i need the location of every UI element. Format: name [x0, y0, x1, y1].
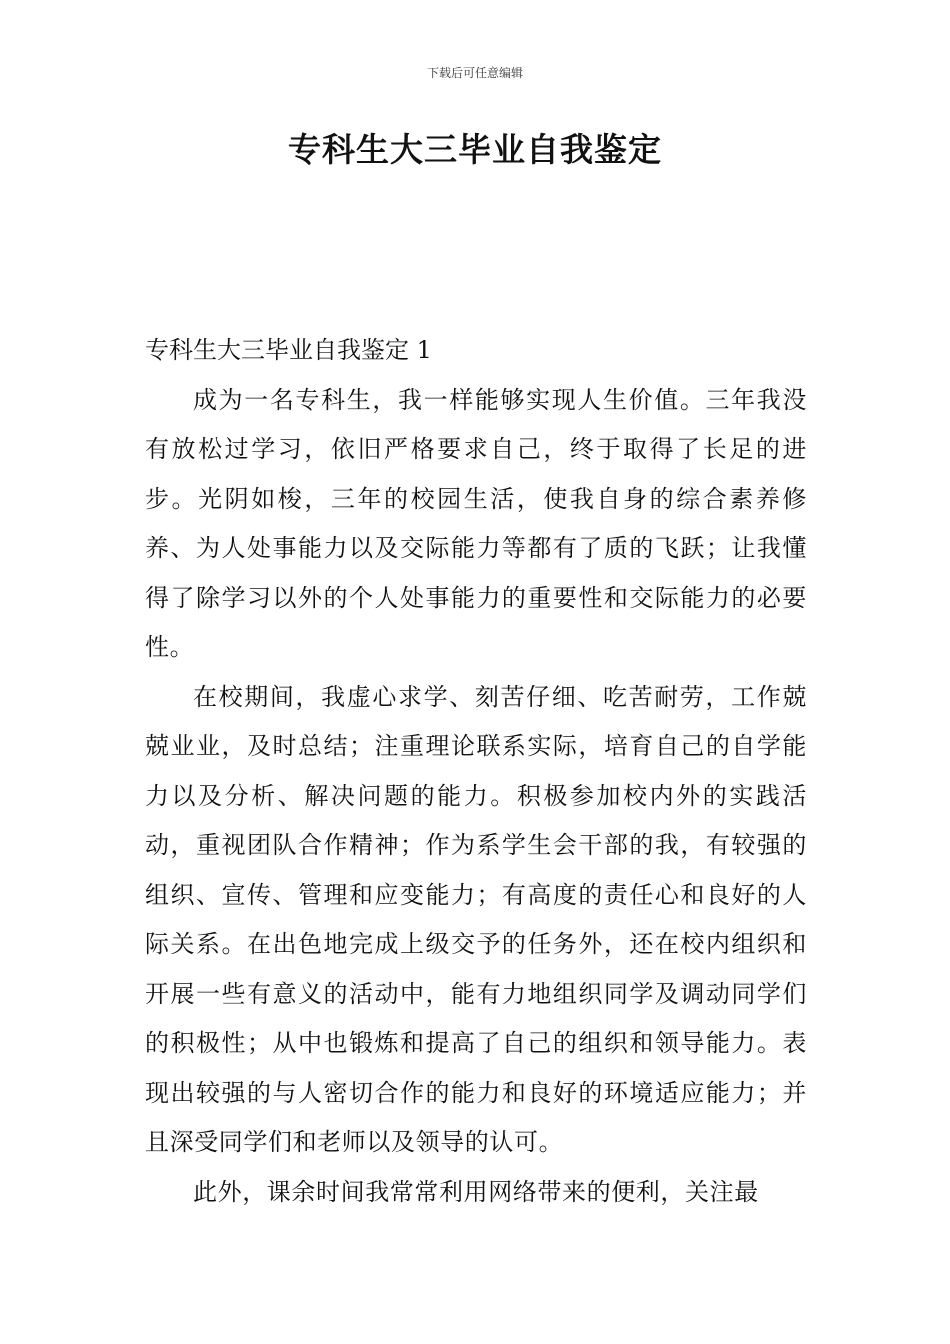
header-note: 下载后可任意编辑	[426, 66, 523, 80]
document-title: 专科生大三毕业自我鉴定	[288, 130, 662, 169]
document-body	[145, 326, 807, 1217]
section-heading: 专科生大三毕业自我鉴定 1	[145, 336, 432, 364]
paragraph-1: 成为一名专科生，我一样能够实现人生价值。三年我没有放松过学习，依旧严格要求自己，终于取得了长足的进步。光阴如梭，三年的校园生活，使我自身的综合素养修养、为人处事能力以及交际能力等都有了质的飞跃；让我懂得了除学习以外的个人处事能力的重要性和交际能力的必要性。	[145, 385, 807, 661]
paragraph-2: 在校期间，我虚心求学、刻苦仔细、吃苦耐劳，工作兢兢业业，及时总结；注重理论联系实际，培育自己的自学能力以及分析、解决问题的能力。积极参加校内外的实践活动，重视团队合作精神；作为系学生会干部的我，有较强的组织、宣传、管理和应变能力；有高度的责任心和良好的人际关系。在出色地完成上级交予的任务外，还在校内组织和开展一些有意义的活动中，能有力地组织同学及调动同学们的积极性；从中也锻炼和提高了自己的组织和领导能力。表现出较强的与人密切合作的能力和良好的环境适应能力；并且深受同学们和老师以及领导的认可。	[145, 682, 807, 1156]
paragraph-3: 此外，课余时间我常常利用网络带来的便利，关注最	[193, 1177, 759, 1206]
